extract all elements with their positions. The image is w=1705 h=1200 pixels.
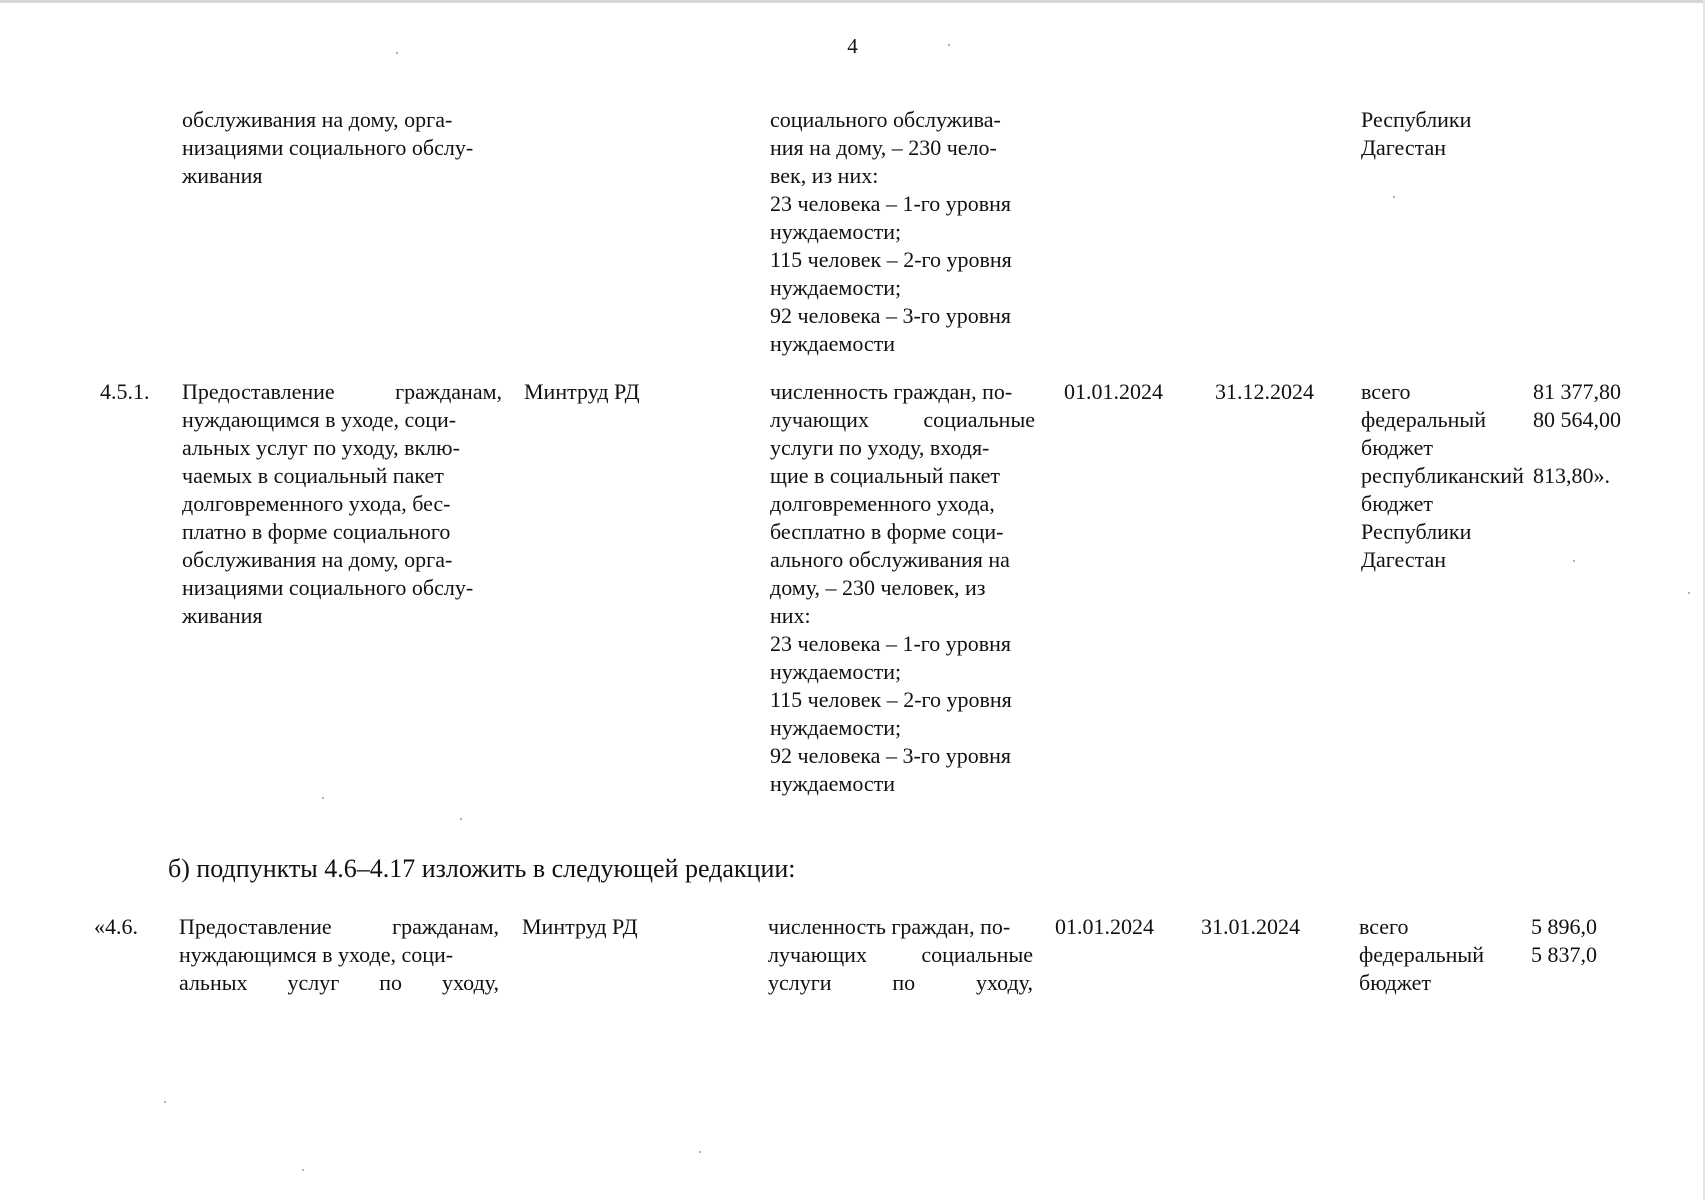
row-46-date-start: 01.01.2024 [1055,914,1154,939]
row-451-amounts [1533,378,1643,490]
indicator-line: ния на дому, – 230 чело- [770,135,997,160]
indicator-line: лучающих социальные [770,407,1035,432]
scan-speck [699,1151,701,1153]
scan-speck [1688,592,1690,594]
indicator-line: 92 человека – 3-го уровня [770,743,1012,768]
indicator-line: нуждаемости; [770,715,902,740]
name-line: альных услуг по уходу, [179,970,499,995]
indicator-line: 23 человека – 1-го уровня [770,631,1012,656]
indicator-line: бесплатно в форме соци- [770,519,1004,544]
name-line: нуждающимся в уходе, соци- [182,407,457,432]
row-451-indicator [770,378,1040,798]
row-451-executor: Минтруд РД [524,379,640,404]
name-line: Предоставление гражданам, [179,914,499,939]
name-line: низациями социального обслу- [182,575,474,600]
indicator-line: 92 человека – 3-го уровня [770,303,1012,328]
source-total: всего [1361,379,1411,404]
scan-speck [1573,560,1575,562]
name-line: альных услуг по уходу, вклю- [182,435,460,460]
scan-edge-top [0,0,1705,3]
amount-total: 81 377,80 [1533,379,1621,404]
indicator-line: численность граждан, по- [768,914,1011,939]
source-total: всего [1359,914,1409,939]
name-line: платно в форме социального [182,519,451,544]
source-republic: республиканский бюджет Республики Дагестан [1361,463,1524,572]
row-46-indicator [768,913,1038,997]
source-federal: федеральный бюджет [1361,407,1486,460]
amount-total: 5 896,0 [1531,914,1597,939]
indicator-line: нуждаемости; [770,219,902,244]
scan-speck [322,797,324,799]
row-451-number: 4.5.1. [100,379,150,404]
scan-speck [948,44,950,46]
row-46-executor: Минтруд РД [522,914,638,939]
row-46-amounts [1531,913,1641,969]
indicator-line: век, из них: [770,163,879,188]
indicator-line: долговременного ухода, [770,491,995,516]
name-line: долговременного ухода, бес- [182,491,451,516]
row-continuation-indicator [770,106,1040,358]
row-451-date-start: 01.01.2024 [1064,379,1163,404]
scan-speck [396,52,398,54]
row-46-number: «4.6. [94,914,138,939]
scan-speck [460,818,462,820]
name-line: обслуживания на дому, орга- [182,547,453,572]
indicator-line: 115 человек – 2-го уровня [770,247,1012,272]
row-46-sources [1359,913,1519,997]
row-451-name [182,378,502,630]
row-46-name [179,913,499,997]
amount-republic: 813,80». [1533,463,1610,488]
amount-federal: 80 564,00 [1533,407,1621,432]
indicator-line: услуги по уходу, [768,970,1033,995]
name-line: Предоставление гражданам, [182,379,502,404]
indicator-line: нуждаемости [770,331,896,356]
amount-spacer [1533,434,1643,462]
name-line: нуждающимся в уходе, соци- [179,942,454,967]
indicator-line: социального обслужива- [770,107,1001,132]
indicator-line: 23 человека – 1-го уровня [770,191,1012,216]
indicator-line: щие в социальный пакет [770,463,1001,488]
page-number: 4 [847,34,858,58]
name-line: низациями социального обслу- [182,135,474,160]
scan-speck [1393,196,1395,198]
row-continuation-name [182,106,502,190]
name-line: чаемых в социальный пакет [182,463,444,488]
indicator-line: них: [770,603,811,628]
scan-speck [302,1169,304,1171]
row-continuation-source: Республики Дагестан [1361,107,1472,160]
row-46-date-end: 31.01.2024 [1201,914,1300,939]
indicator-line: нуждаемости; [770,275,902,300]
scan-speck [164,1101,166,1103]
section-heading: б) подпункты 4.6–4.17 изложить в следующей редакции: [168,854,796,883]
row-451-sources [1361,378,1524,574]
indicator-line: численность граждан, по- [770,379,1013,404]
indicator-line: 115 человек – 2-го уровня [770,687,1012,712]
name-line: обслуживания на дому, орга- [182,107,453,132]
row-451-date-end: 31.12.2024 [1215,379,1314,404]
indicator-line: услуги по уходу, входя- [770,435,990,460]
name-line: живания [182,603,263,628]
indicator-line: ального обслуживания на [770,547,1010,572]
indicator-line: нуждаемости [770,771,896,796]
amount-federal: 5 837,0 [1531,942,1597,967]
source-federal: федеральный бюджет [1359,942,1484,995]
indicator-line: дому, – 230 человек, из [770,575,986,600]
indicator-line: лучающих социальные [768,942,1033,967]
name-line: живания [182,163,263,188]
indicator-line: нуждаемости; [770,659,902,684]
